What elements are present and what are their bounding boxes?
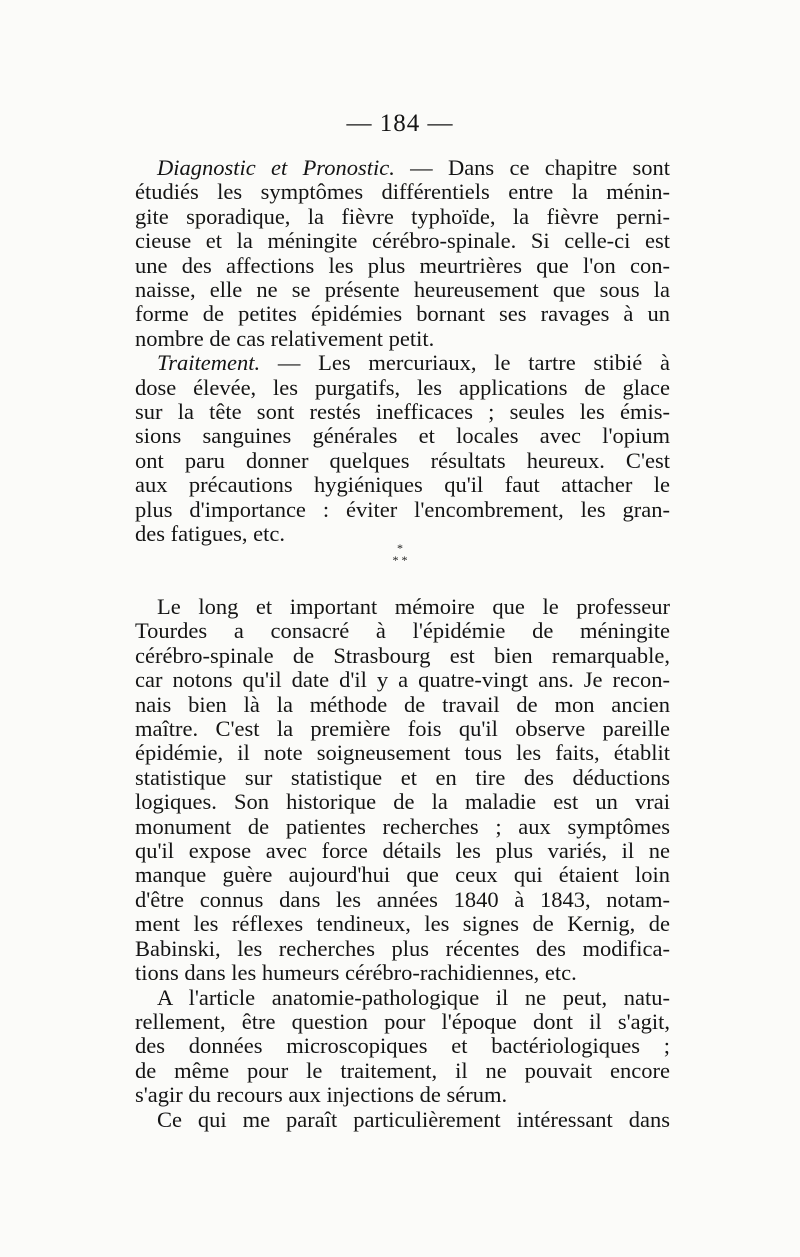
text-line: de même pour le traitement, il ne pouvait encore <box>135 1057 670 1083</box>
text-line: forme de petites épidémies bornant ses ravages à un <box>135 301 670 327</box>
paragraph-diagnostic-line-1 <box>135 156 670 180</box>
text-line: une des affections les plus meurtrières que l'on con- <box>135 252 670 278</box>
text-line: ont paru donner quelques résultats heureux. C'est <box>135 447 670 473</box>
text-line: dose élevée, les purgatifs, les applications de glace <box>135 374 670 400</box>
text-line: sur la tête sont restés inefficaces ; seules les émis- <box>135 399 670 425</box>
heading-diagnostic: Diagnostic et Pronostic. <box>157 155 395 180</box>
ornament-asterisk-bottom: * * <box>392 553 408 567</box>
text-line: des fatigues, etc. <box>135 521 285 547</box>
text-line: rellement, être question pour l'époque dont il s'agit, <box>135 1008 670 1034</box>
heading-traitement: Traitement. <box>157 350 261 376</box>
text-line: cieuse et la méningite cérébro-spinale. Si celle-ci est <box>135 228 670 254</box>
text-line: — Dans ce chapitre sont <box>394 155 670 180</box>
text-line: cérébro-spinale de Strasbourg est bien remarquable, <box>135 642 670 668</box>
text-line: d'être connus dans les années 1840 à 1843, notam- <box>135 886 670 912</box>
ornament-asterisk-top: * <box>397 541 403 555</box>
text-line: aux précautions hygiéniques qu'il faut attacher le <box>135 472 670 498</box>
text-line: qu'il expose avec force détails les plus variés, il ne <box>135 838 670 864</box>
paragraph-traitement-line-1 <box>135 351 670 375</box>
text-line: logiques. Son historique de la maladie est un vrai <box>135 789 670 815</box>
text-line: s'agir du recours aux injections de sérum. <box>135 1082 508 1108</box>
text-line: Ce qui me paraît particulièrement intéressant dans <box>157 1106 670 1132</box>
text-line: A l'article anatomie-pathologique il ne peut, natu- <box>157 984 670 1010</box>
text-line: monument de patientes recherches ; aux symptômes <box>135 813 670 839</box>
text-block-upper <box>135 156 670 547</box>
page-number: — 184 — <box>346 110 454 137</box>
text-line: des données microscopiques et bactériologiques ; <box>135 1033 670 1059</box>
text-line: car notons qu'il date d'il y a quatre-vingt ans. Je recon- <box>135 667 670 693</box>
text-line: épidémie, il note soigneusement tous les faits, établit <box>135 740 670 766</box>
text-line: gite sporadique, la fièvre typhoïde, la fièvre perni- <box>135 203 670 229</box>
text-line: naisse, elle ne se présente heureusement que sous la <box>135 277 670 303</box>
text-line: maître. C'est la première fois qu'il observe pareille <box>135 716 670 742</box>
text-line: étudiés les symptômes différentiels entre la ménin- <box>135 179 670 205</box>
text-block-lower <box>135 595 670 1132</box>
text-line: — Les mercuriaux, le tartre stibié à <box>260 350 670 376</box>
text-line: ment les réflexes tendineux, les signes de Kernig, de <box>135 911 670 937</box>
text-line: sions sanguines générales et locales avec l'opium <box>135 423 670 449</box>
text-line: nais bien là la méthode de travail de mon ancien <box>135 691 670 717</box>
text-line: Le long et important mémoire que le professeur <box>157 594 670 619</box>
text-line: manque guère aujourd'hui que ceux qui étaient loin <box>135 862 670 888</box>
text-line: Babinski, les recherches plus récentes des modifica- <box>135 935 670 961</box>
text-line: nombre de cas relativement petit. <box>135 325 435 351</box>
text-line: statistique sur statistique et en tire des déductions <box>135 764 670 790</box>
text-line: Tourdes a consacré à l'épidémie de méningite <box>135 618 670 644</box>
section-ornament <box>0 542 800 566</box>
text-line: plus d'importance : éviter l'encombrement, les gran- <box>135 496 670 522</box>
text-line: tions dans les humeurs cérébro-rachidiennes, etc. <box>135 960 577 986</box>
